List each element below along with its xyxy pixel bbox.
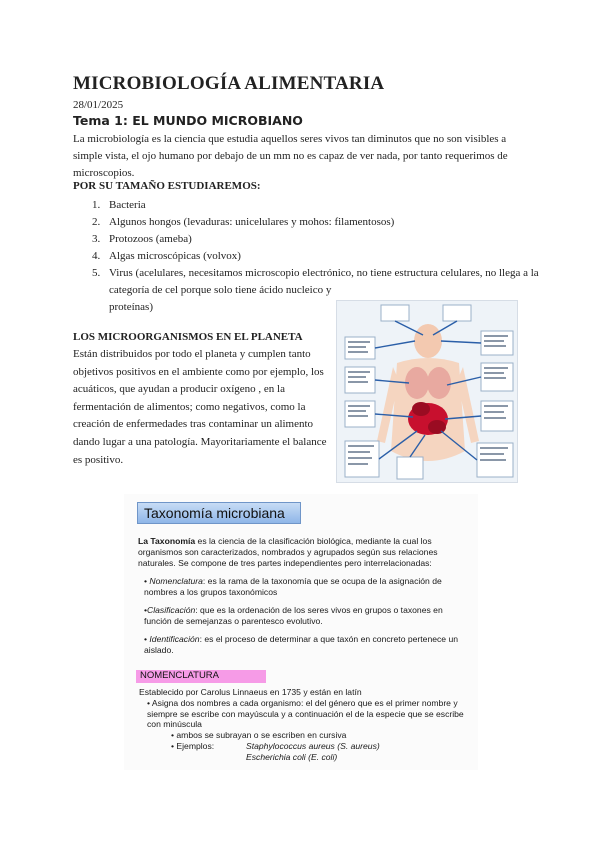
linnaeus-line: Establecido por Carolus Linnaeus en 1735 y están en latín: [139, 687, 362, 697]
list-item-continuation: categoría de cel porque solo tiene ácido nucleico y: [109, 284, 332, 296]
list-item-continuation: proteínas): [109, 301, 153, 313]
body-diagram-icon: [337, 301, 519, 484]
topic-heading: Tema 1: EL MUNDO MICROBIANO: [73, 113, 303, 128]
list-item: 3. Protozoos (ameba): [92, 233, 192, 245]
list-item: 4. Algas microscópicas (volvox): [92, 250, 241, 262]
document-date: 28/01/2025: [73, 99, 124, 111]
list-item: 1. Bacteria: [92, 199, 146, 211]
list-item: 5. Virus (acelulares, necesitamos microscopio electrónico, no tiene estructura celulares, no llega a la: [92, 267, 539, 279]
example-row: • Ejemplos: Staphylococcus aureus (S. aureus): [171, 740, 380, 751]
nomenclatura-body: [139, 687, 473, 763]
planet-section-heading: LOS MICROORGANISMOS EN EL PLANETA: [73, 331, 303, 343]
taxonomy-title: Taxonomía microbiana: [137, 502, 301, 524]
nomenclatura-label: NOMENCLATURA: [136, 670, 266, 683]
body-microbiota-figure: [336, 300, 518, 483]
binomial-rule: • Asigna dos nombres a cada organismo: el del género que es el primer nombre y siempre se escribe con mayúscula y a continuación el de la especie que se escribe con minúscula: [147, 697, 464, 730]
taxonomy-slide: [124, 494, 478, 770]
clasificacion-item: •Clasificación: que es la ordenación de los seres vivos en grupos o taxones en función de semejanzas o parentesco evolutivo.: [144, 605, 443, 626]
italics-rule: • ambos se subrayan o se escriben en cursiva: [171, 730, 347, 741]
document-title: MICROBIOLOGÍA ALIMENTARIA: [73, 73, 385, 94]
taxonomy-body: [138, 536, 472, 663]
organism-list: [92, 197, 542, 316]
list-item: 2. Algunos hongos (levaduras: unicelulares y mohos: filamentosos): [92, 216, 395, 228]
size-section-heading: POR SU TAMAÑO ESTUDIAREMOS:: [73, 180, 261, 192]
nomenclatura-item: • Nomenclatura: es la rama de la taxonomía que se ocupa de la asignación de nombres a los grupos taxonómicos: [144, 576, 442, 597]
example-row: Escherichia coli (E. coli): [246, 751, 338, 762]
taxonomy-definition: La Taxonomía es la ciencia de la clasificación biológica, mediante la cual los organismos son caracterizados, nombrados y agrupados según sus relaciones naturales. Se compone de tres partes independientes pero interrelacionadas:: [138, 536, 438, 568]
identificacion-item: • Identificación: es el proceso de determinar a que taxón en concreto pertenece un aislado.: [144, 634, 459, 655]
intro-paragraph: La microbiología es la ciencia que estudia aquellos seres vivos tan diminutos que no son visibles a simple vista, el ojo humano por debajo de un mm no es capaz de ver nada, por tanto requerimos de microscopios.: [73, 133, 508, 179]
planet-paragraph: Están distribuidos por todo el planeta y cumplen tanto objetivos positivos en el ambiente como por ejemplo, los acuáticos, que ayudan a producir oxígeno , en la fermentación de alimentos; como negativos, como la creación de enfermedades tras contaminar un alimento dando lugar a una patología. Mayoritariamente el balance es positivo.: [73, 348, 327, 466]
